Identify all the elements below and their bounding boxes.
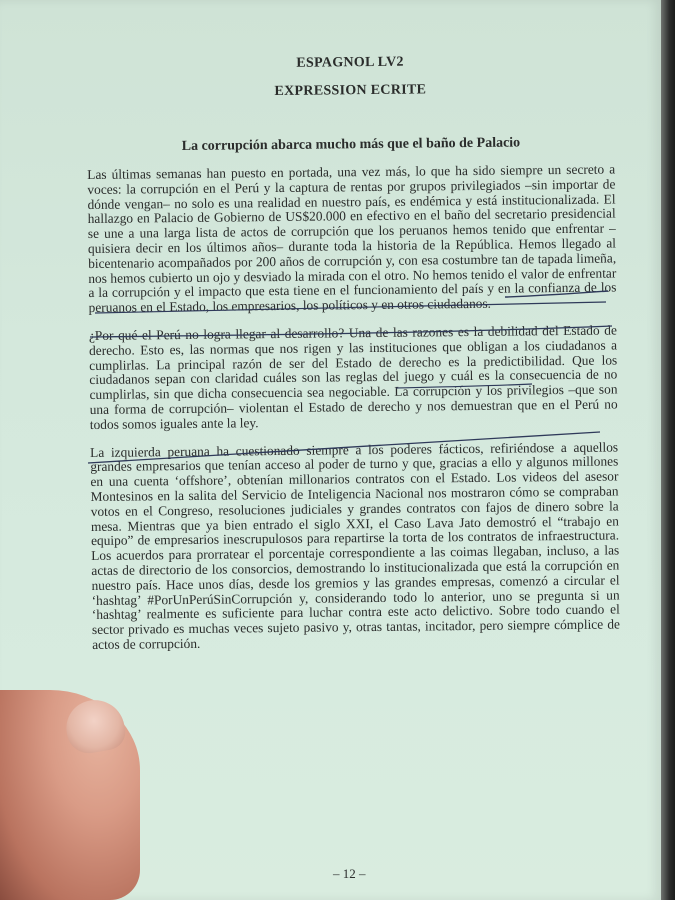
table-edge <box>661 0 675 900</box>
page-number: – 12 – <box>333 866 366 881</box>
paragraph-1: Las últimas semanas han puesto en portada, una vez más, lo que ha sido siempre un secreto a voces: la corrupción en el Perú y la captura de rentas por grupos privilegiados –sin importar de dónde vengan– no solo es una realidad en nuestro país, es endémica y está institucionalizada. El hallazgo en Palacio de Gobierno de US$20.000 en efectivo en el baño del secretario presidencial se une a una larga lista de actos de corrupción que los peruanos hemos tenido que enfrentar –quisiera decir en los últimos años– durante toda la historia de la República. Hemos llegado al bicentenario acompañados por 200 años de corrupción y, con esa costumbre tan de tapada limeña, nos hemos cubierto un ojo y desviado la mirada con el otro. No hemos tenido el valor de enfrentar a la corrupción y el impacto que esta tiene en el funcionamiento del país y en la confianza de los peruanos en el Estado, los empresarios, los políticos y en otros ciudadanos. <box>87 161 617 316</box>
article-title: La corrupción abarca mucho más que el baño de Palacio <box>181 135 521 155</box>
paragraph-2: ¿Por qué el Perú no logra llegar al desarrollo? Una de las razones es la debilidad del Estado de derecho. Esto es, las normas que nos rigen y las instituciones que obligan a los ciudadanos a cumplirlas. La principal razón de ser del Estado de derecho es la predictibilidad. Que los ciudadanos sepan con claridad cuáles son las reglas del juego y cuál es la consecuencia de no cumplirlas, sin que dicha consecuencia sea negociable. La corrupción y los privilegios –que son una forma de corrupción– violentan el Estado de derecho y nos demuestran que en el Perú no todos somos iguales ante la ley. <box>88 322 618 432</box>
paragraph-3: La izquierda peruana ha cuestionado siempre a los poderes fácticos, refiriéndose a aquellos grandes empresarios que tenían acceso al poder de turno y que, gracias a ello y algunos millones en una cuenta ‘offshore’, obtenían millonarios contratos con el Estado. Los videos del asesor Montesinos en la salita del Servicio de Inteligencia Nacional nos mostraron cómo se compraban votos en el Congreso, resoluciones judiciales y grandes contratos con fajos de dinero sobre la mesa. Mientras que ya bien entrado el siglo XXI, el Caso Lava Jato demostró el “trabajo en equipo” de empresarios inescrupulosos para repartirse la torta de los contratos de infraestructura. Los acuerdos para prorratear el porcentaje correspondiente a las coimas llegaban, incluso, a las actas de directorio de los consorcios, demostrando lo institucionalizada que está la corrupción en nuestro país. Hace unos días, desde los gremios y las grandes empresas, comenzó a circular el ‘hashtag’ #PorUnPerúSinCorrupción y, considerando todo lo anterior, uno se pregunta si un ‘hashtag’ realmente es suficiente para luchar contra este acto delictivo. Sobre todo cuando el sector privado es muchas veces sujeto pasivo y, otras tantas, incitador, pero siempre cómplice de actos de corrupción. <box>90 438 621 652</box>
course-heading: ESPAGNOL LV2 <box>296 54 404 71</box>
exercise-heading: EXPRESSION ECRITE <box>274 82 427 100</box>
document-page <box>86 52 620 665</box>
